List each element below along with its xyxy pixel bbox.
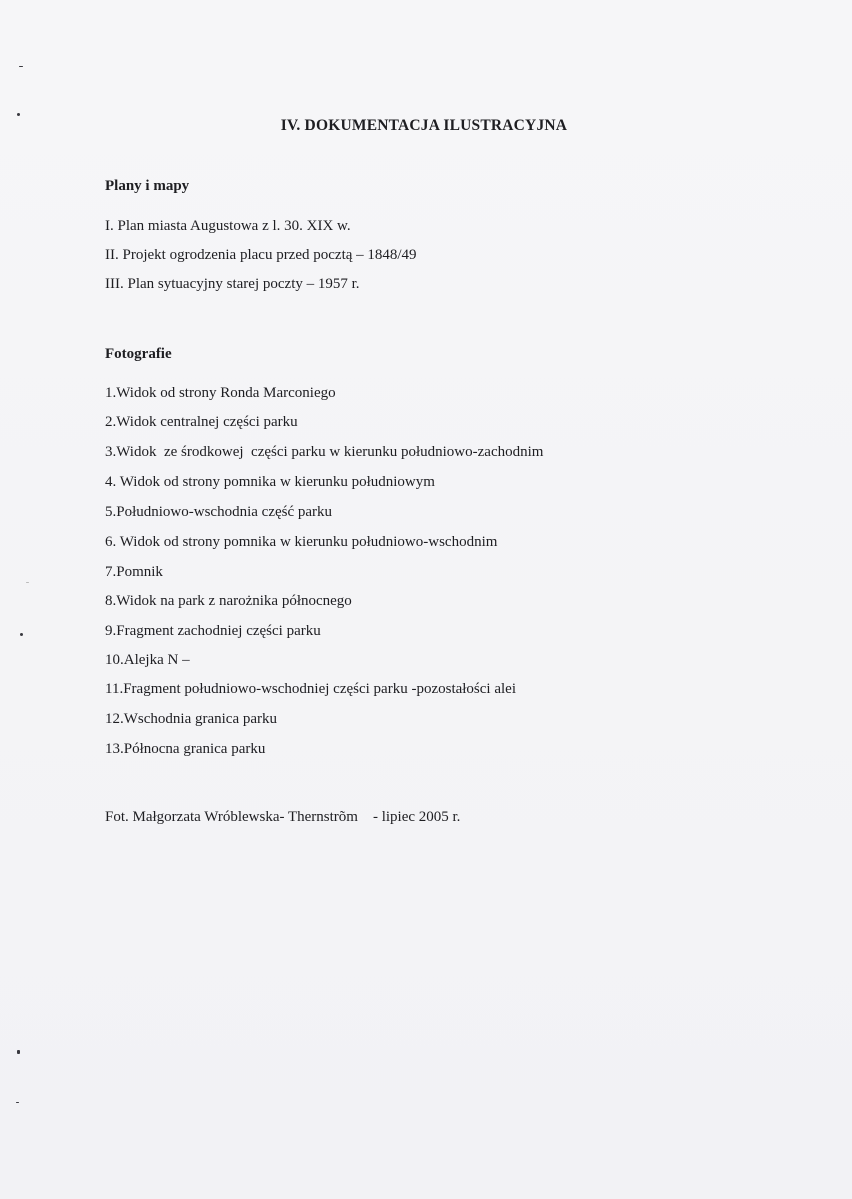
list-item: 13.Północna granica parku <box>105 741 266 757</box>
list-item: 3.Widok ze środkowej części parku w kierunku południowo-zachodnim <box>105 444 544 460</box>
scan-speck <box>20 633 23 636</box>
scan-speck <box>26 582 29 583</box>
section-heading-plans: Plany i mapy <box>105 178 190 194</box>
list-item: 11.Fragment południowo-wschodniej części parku -pozostałości alei <box>105 681 516 697</box>
scan-speck <box>17 113 20 116</box>
scan-speck <box>17 1050 20 1054</box>
scan-speck <box>19 66 23 67</box>
list-item: 10.Alejka N – <box>105 652 190 668</box>
list-item: 9.Fragment zachodniej części parku <box>105 623 321 639</box>
scan-speck <box>16 1102 19 1103</box>
list-item: 8.Widok na park z narożnika północnego <box>105 593 352 609</box>
list-item: III. Plan sytuacyjny starej poczty – 1957 r. <box>105 276 360 292</box>
list-item: 2.Widok centralnej części parku <box>105 414 298 430</box>
photo-credit: Fot. Małgorzata Wróblewska- Thernstrõm - lipiec 2005 r. <box>105 809 461 825</box>
list-item: 6. Widok od strony pomnika w kierunku południowo-wschodnim <box>105 534 498 550</box>
list-item: 4. Widok od strony pomnika w kierunku południowym <box>105 474 435 490</box>
list-item: 1.Widok od strony Ronda Marconiego <box>105 385 336 401</box>
section-heading-photos: Fotografie <box>105 346 172 362</box>
list-item: 7.Pomnik <box>105 564 163 580</box>
list-item: I. Plan miasta Augustowa z l. 30. XIX w. <box>105 218 351 234</box>
list-item: 5.Południowo-wschodnia część parku <box>105 504 333 520</box>
list-item: 12.Wschodnia granica parku <box>105 711 278 727</box>
list-item: II. Projekt ogrodzenia placu przed pocztą – 1848/49 <box>105 247 417 263</box>
document-title: IV. DOKUMENTACJA ILUSTRACYJNA <box>280 117 568 134</box>
